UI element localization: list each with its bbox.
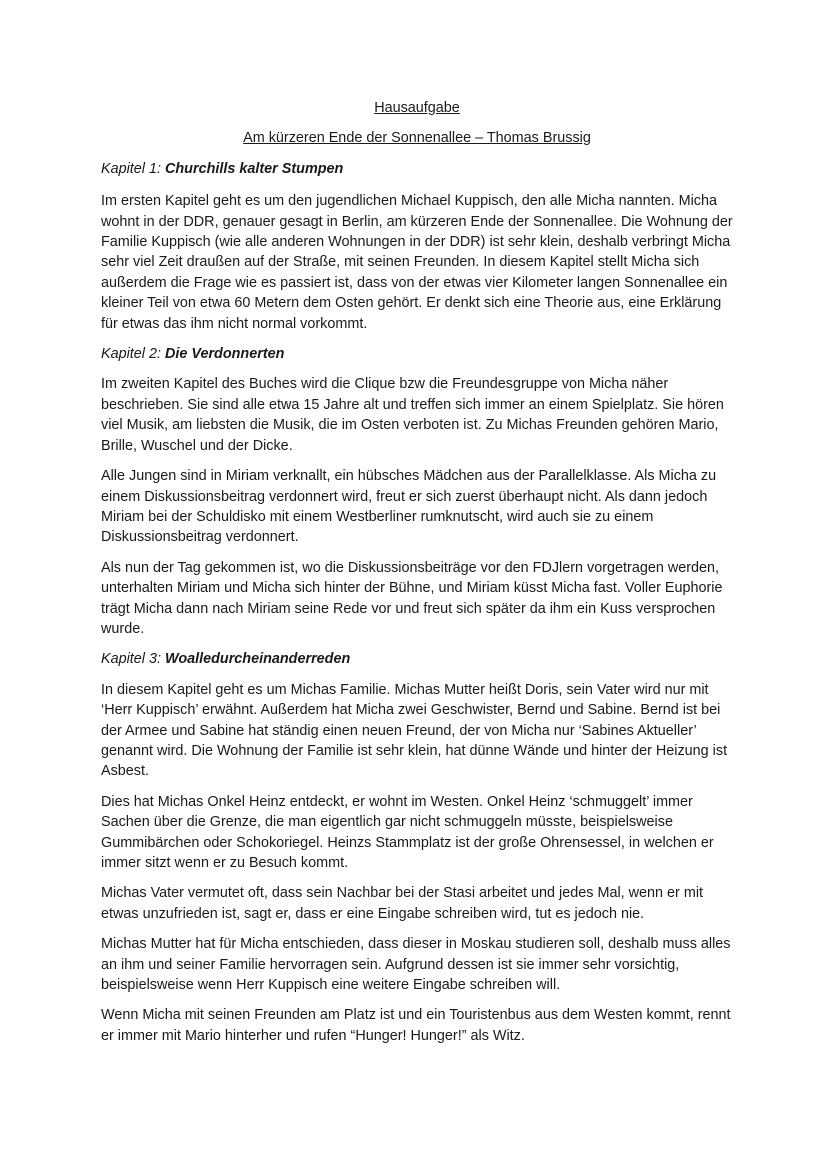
- chapter-2-name: Die Verdonnerten: [165, 346, 285, 363]
- chapter-1-heading: [101, 159, 733, 179]
- chapter-3-paragraph-2: Dies hat Michas Onkel Heinz entdeckt, er wohnt im Westen. Onkel Heinz ‘schmuggelt’ immer Sachen über die Grenze, die man eigentlich gar nicht schmuggeln müsste, beispielsweise Gummibärchen oder Schokoriegel. Heinzs Stammplatz ist der große Ohrensessel, in welchen er immer sitzt wenn er zu Besuch kommt.: [101, 793, 714, 871]
- chapter-3-label: Kapitel 3:: [101, 651, 165, 668]
- chapter-2-label: Kapitel 2:: [101, 346, 165, 363]
- chapter-2-heading: [101, 344, 733, 364]
- chapter-3-paragraph-5: Wenn Micha mit seinen Freunden am Platz ist und ein Touristenbus aus dem Westen kommt, rennt er immer mit Mario hinterher und rufen “Hunger! Hunger!” als Witz.: [101, 1007, 731, 1044]
- chapter-1-label: Kapitel 1:: [101, 160, 165, 177]
- chapter-3-name: Woalledurcheinanderreden: [165, 651, 351, 668]
- chapter-3-paragraph-1: In diesem Kapitel geht es um Michas Familie. Michas Mutter heißt Doris, sein Vater wird nur mit ‘Herr Kuppisch’ erwähnt. Außerdem hat Micha zwei Geschwister, Bernd und Sabine. Bernd ist bei der Armee und Sabine hat ständig einen neuen Freund, der von Micha nur ‘Sabines Aktueller’ genannt wird. Die Wohnung der Familie ist sehr klein, hat dünne Wände und hinter der Heizung ist Asbest.: [101, 681, 728, 780]
- document-page: [101, 98, 733, 1056]
- chapter-3-paragraph-4: Michas Mutter hat für Micha entschieden, dass dieser in Moskau studieren soll, deshalb muss alles an ihm und seiner Familie hervorragen sein. Aufgrund dessen ist sie immer sehr vorsichtig, beispielsweise wenn Herr Kuppisch eine weitere Eingabe schreiben will.: [101, 936, 731, 994]
- chapter-1-name: Churchills kalter Stumpen: [165, 160, 344, 177]
- chapter-1-paragraph-1: Im ersten Kapitel geht es um den jugendlichen Michael Kuppisch, den alle Micha nannten. Micha wohnt in der DDR, genauer gesagt in Berlin, am kürzeren Ende der Sonnenallee. Die Wohnung der Familie Kuppisch (wie alle anderen Wohnungen in der DDR) ist sehr klein, deshalb verbringt Micha sehr viel Zeit draußen auf der Straße, mit seinen Freunden. In diesem Kapitel stellt Micha sich außerdem die Frage wie es passiert ist, dass von der etwas vier Kilometer langen Sonnenallee ein kleiner Teil von etwa 60 Metern dem Osten gehört. Er denkt sich eine Theorie aus, eine Erklärung für etwas das ihm nicht normal vorkommt.: [101, 193, 733, 332]
- document-title: Hausaufgabe: [374, 100, 460, 116]
- chapter-3-heading: [101, 649, 733, 669]
- chapter-2-paragraph-3: Als nun der Tag gekommen ist, wo die Diskussionsbeiträge vor den FDJlern vorgetragen werden, unterhalten Miriam und Micha sich hinter der Bühne, und Miriam küsst Micha fast. Voller Euphorie trägt Micha dann nach Miriam seine Rede vor und freut sich später da ihm ein Kuss versprochen wurde.: [101, 559, 723, 637]
- chapter-2-paragraph-1: Im zweiten Kapitel des Buches wird die Clique bzw die Freundesgruppe von Micha näher beschrieben. Sie sind alle etwa 15 Jahre alt und treffen sich immer an einem Spielplatz. Sie hören viel Musik, am liebsten die Musik, die im Osten verboten ist. Zu Michas Freunden gehören Mario, Brille, Wuschel und der Dicke.: [101, 376, 724, 454]
- chapter-2-paragraph-2: Alle Jungen sind in Miriam verknallt, ein hübsches Mädchen aus der Parallelklasse. Als Micha zu einem Diskussionsbeitrag verdonnert wird, freut er sich zuerst überhaupt nicht. Als dann jedoch Miriam bei der Schuldisko mit einem Westberliner rumknutscht, wird auch sie zu einem Diskussionsbeitrag verdonnert.: [101, 468, 717, 546]
- document-subtitle: Am kürzeren Ende der Sonnenallee – Thomas Brussig: [243, 130, 591, 147]
- chapter-3-paragraph-3: Michas Vater vermutet oft, dass sein Nachbar bei der Stasi arbeitet und jedes Mal, wenn er mit etwas unzufrieden ist, sagt er, dass er eine Eingabe schreiben wird, tut es jedoch nie.: [101, 885, 704, 922]
